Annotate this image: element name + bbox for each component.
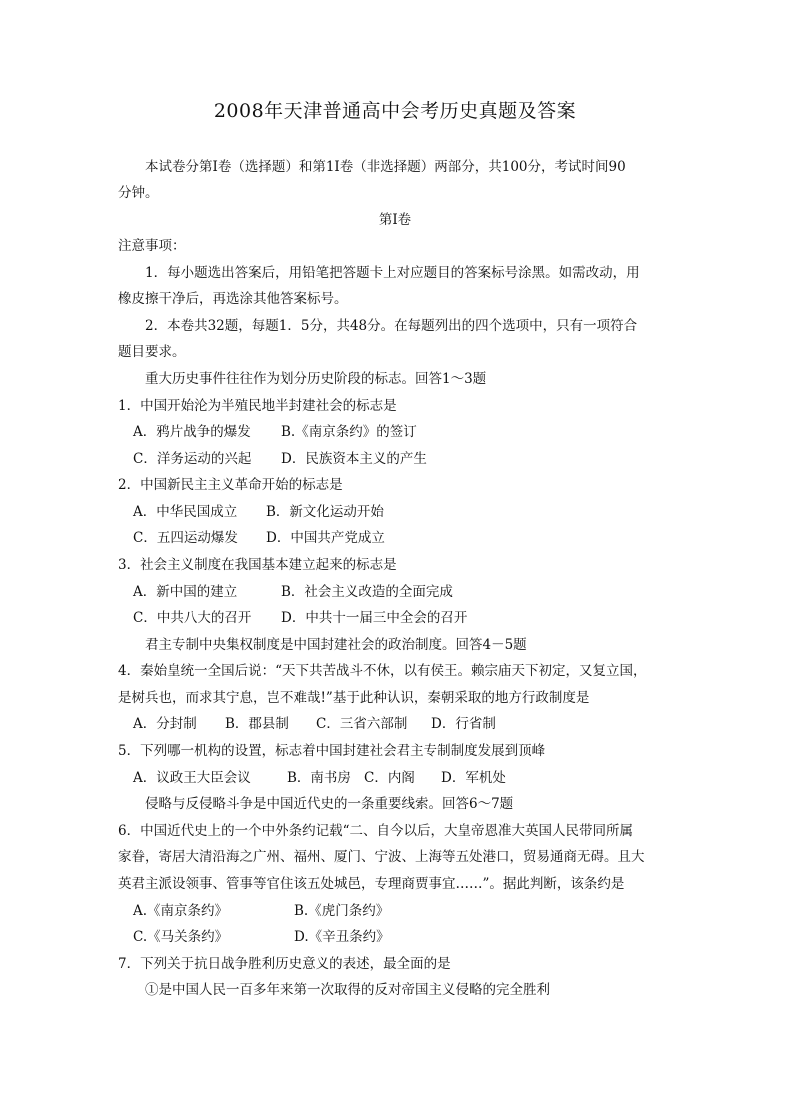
question-5-option-b: B．南书房 bbox=[287, 770, 351, 786]
question-2-option-b: B．新文化运动开始 bbox=[266, 504, 384, 520]
question-3-option-b: B．社会主义改造的全面完成 bbox=[281, 584, 453, 600]
question-3-stem: 3．社会主义制度在我国基本建立起来的标志是 bbox=[118, 557, 397, 573]
notes-heading: 注意事项： bbox=[118, 238, 186, 254]
question-2-option-c: C．五四运动爆发 bbox=[133, 530, 238, 546]
question-2-option-row-2 bbox=[133, 528, 385, 548]
question-1-option-a: A．鸦片战争的爆发 bbox=[133, 424, 251, 440]
question-2-option-a: A．中华民国成立 bbox=[133, 504, 238, 520]
intro-line-1: 本试卷分第Ⅰ卷（选择题）和第1I卷（非选择题）两部分，共100分，考试时间90 bbox=[145, 159, 626, 175]
question-2-option-d: D．中国共产党成立 bbox=[266, 530, 385, 546]
note-line-4: 题目要求。 bbox=[118, 344, 186, 360]
question-1-option-d: D．民族资本主义的产生 bbox=[281, 451, 427, 467]
question-6-stem-line-1: 6．中国近代史上的一个中外条约记载“二、自今以后，大皇帝恩准大英国人民带同所属 bbox=[118, 823, 633, 839]
group-intro-2: 君主专制中央集权制度是中国封建社会的政治制度。回答4－5题 bbox=[145, 637, 527, 653]
note-line-3: 2．本卷共32题，每题1．5分，共48分。在每题列出的四个选项中，只有一项符合 bbox=[145, 318, 638, 334]
question-3-option-a: A．新中国的建立 bbox=[133, 584, 238, 600]
question-3-option-row-1 bbox=[133, 582, 453, 602]
question-2-option-row-1 bbox=[133, 502, 384, 522]
question-4-option-a: A．分封制 bbox=[133, 716, 197, 732]
question-3-option-row-2 bbox=[133, 608, 467, 628]
question-5-option-c: C．内阁 bbox=[364, 770, 415, 786]
question-6-option-b: B.《虎门条约》 bbox=[294, 903, 390, 919]
question-6-stem-line-3: 英君主派设领事、管事等官住该五处城邑，专理商贾事宜……”。据此判断，该条约是 bbox=[118, 876, 625, 892]
group-intro-3: 侵略与反侵略斗争是中国近代史的一条重要线索。回答6～7题 bbox=[145, 796, 514, 812]
question-5-option-row bbox=[133, 768, 506, 788]
note-line-2: 橡皮擦干净后，再选涂其他答案标号。 bbox=[118, 291, 348, 307]
question-7-stem: 7．下列关于抗日战争胜利历史意义的表述，最全面的是 bbox=[118, 956, 451, 972]
question-5-stem: 5．下列哪一机构的设置，标志着中国封建社会君主专制制度发展到顶峰 bbox=[118, 743, 546, 759]
question-3-option-d: D．中共十一届三中全会的召开 bbox=[281, 610, 468, 626]
question-4-stem-line-2: 是树兵也，而求其宁息，岂不难哉!”基于此种认识，秦朝采取的地方行政制度是 bbox=[118, 690, 590, 706]
question-1-stem: 1．中国开始沦为半殖民地半封建社会的标志是 bbox=[118, 398, 397, 414]
question-5-option-d: D．军机处 bbox=[441, 770, 506, 786]
section-title: 第Ⅰ卷 bbox=[378, 212, 412, 228]
question-5-option-a: A．议政王大臣会议 bbox=[133, 770, 251, 786]
question-1-option-b: B.《南京条约》的签订 bbox=[281, 424, 417, 440]
question-1-option-row-2 bbox=[133, 449, 427, 469]
question-2-stem: 2．中国新民主主义革命开始的标志是 bbox=[118, 477, 343, 493]
question-7-item-1: ①是中国人民一百多年来第一次取得的反对帝国主义侵略的完全胜利 bbox=[145, 982, 550, 998]
note-line-1: 1．每小题选出答案后，用铅笔把答题卡上对应题目的答案标号涂黑。如需改动，用 bbox=[145, 265, 640, 281]
question-4-option-c: C．三省六部制 bbox=[316, 716, 408, 732]
question-6-option-row-1 bbox=[133, 901, 389, 921]
question-4-option-row bbox=[133, 714, 496, 734]
question-1-option-c: C．洋务运动的兴起 bbox=[133, 451, 252, 467]
question-6-option-a: A.《南京条约》 bbox=[133, 903, 229, 919]
question-6-option-row-2 bbox=[133, 927, 390, 947]
group-intro-1: 重大历史事件往往作为划分历史阶段的标志。回答1～3题 bbox=[145, 371, 487, 387]
question-6-option-d: D.《辛丑条约》 bbox=[294, 929, 390, 945]
question-4-option-b: B．郡县制 bbox=[225, 716, 289, 732]
question-4-option-d: D．行省制 bbox=[431, 716, 496, 732]
question-6-option-c: C.《马关条约》 bbox=[133, 929, 229, 945]
document-title: 2008年天津普通高中会考历史真题及答案 bbox=[213, 100, 577, 122]
question-3-option-c: C．中共八大的召开 bbox=[133, 610, 252, 626]
question-4-stem-line-1: 4．秦始皇统一全国后说：“天下共苦战斗不休，以有侯王。赖宗庙天下初定，又复立国， bbox=[118, 663, 647, 679]
question-6-stem-line-2: 家眷，寄居大清沿海之广州、福州、厦门、宁波、上海等五处港口，贸易通商无碍。且大 bbox=[118, 849, 645, 865]
intro-line-2: 分钟。 bbox=[118, 185, 159, 201]
question-1-option-row-1 bbox=[133, 422, 417, 442]
